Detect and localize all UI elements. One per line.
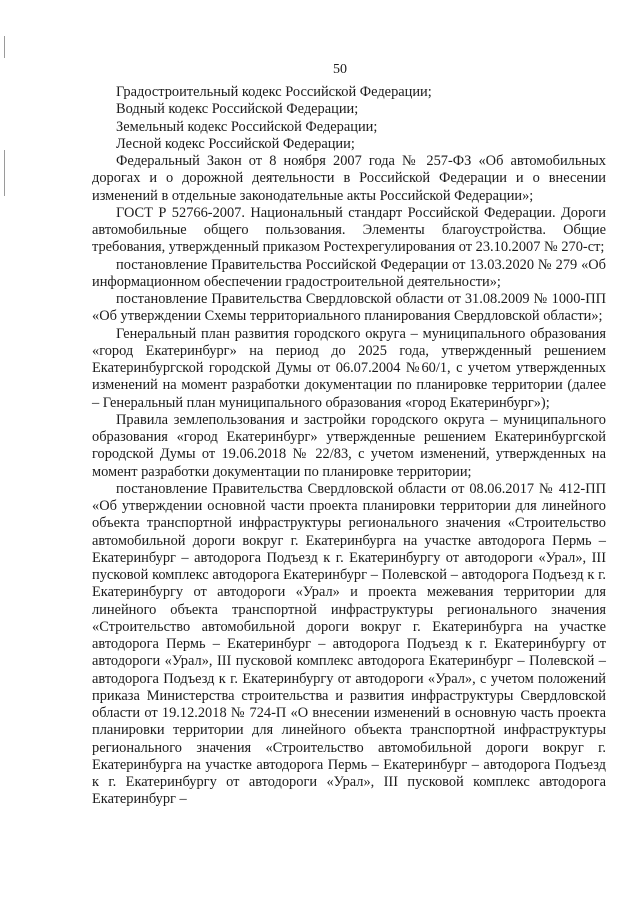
page-number: 50 (333, 62, 347, 77)
document-body (92, 84, 606, 809)
scan-margin-mark (4, 150, 5, 196)
paragraph: Федеральный Закон от 8 ноября 2007 года № 257-ФЗ «Об автомобильных дорогах и о дорожной деятельности в Российской Федерации и о внесении изменений в отдельные законодательные акты Российской Федерации»; (92, 153, 606, 204)
paragraph: Правила землепользования и застройки городского округа – муниципального образования «город Екатеринбург» утвержденные решением Екатеринбургской городской Думы от 19.06.2018 № 22/83, с учетом изменений, утвержденных на момент разработки документации по планировке территории; (92, 411, 606, 480)
paragraph: Градостроительный кодекс Российской Федерации; (116, 84, 432, 100)
paragraph: Земельный кодекс Российской Федерации; (116, 118, 378, 135)
paragraph: постановление Правительства Свердловской области от 31.08.2009 № 1000-ПП «Об утверждении Схемы территориального планирования Свердловской области»; (92, 291, 606, 325)
paragraph: постановление Правительства Свердловской области от 08.06.2017 № 412-ПП «Об утверждении основной части проекта планировки территории для линейного объекта транспортной инфраструктуры регионального значения «Строительство автомобильной дороги вокруг г. Екатеринбурга на участке автодорога Пермь – Екатеринбург – автодорога Подъезд к г. Екатеринбургу от автодороги «Урал», III пусковой комплекс автодорога Екатеринбург – Полевской – автодорога Подъезд к г. Екатеринбургу от автодороги «Урал» и проекта межевания территории для линейного объекта транспортной инфраструктуры регионального значения «Строительство автомобильной дороги вокруг г. Екатеринбурга на участке автодорога Пермь – Екатеринбург – автодорога Подъезд к г. Екатеринбургу от автодороги «Урал», III пусковой комплекс автодорога Екатеринбург – Полевской – автодорога Подъезд к г. Екатеринбургу от автодороги «Урал», с учетом положений приказа Министерства строительства и развития инфраструктуры Свердловской области от 19.12.2018 № 724-П «О внесении изменений в основную часть проекта планировки территории для линейного объекта транспортной инфраструктуры регионального значения «Строительство автомобильной дороги вокруг г. Екатеринбурга на участке автодорога Пермь – Екатеринбург – автодорога Подъезд к г. Екатеринбургу от автодороги «Урал», III пусковой комплекс автодорога Екатеринбург – (92, 480, 606, 808)
scan-margin-mark (4, 36, 5, 58)
paragraph: Лесной кодекс Российской Федерации; (116, 135, 355, 152)
paragraph: ГОСТ Р 52766-2007. Национальный стандарт Российской Федерации. Дороги автомобильные общего пользования. Элементы благоустройства. Общие требования, утвержденный приказом Ростехрегулирования от 23.10.2007 № 270-ст; (92, 204, 606, 256)
paragraph: постановление Правительства Российской Федерации от 13.03.2020 № 279 «Об информационном обеспечении градостроительной деятельности»; (92, 256, 606, 290)
paragraph: Генеральный план развития городского округа – муниципального образования «город Екатеринбург» на период до 2025 года, утвержденный решением Екатеринбургской городской Думы от 06.07.2004 №60/1, с учетом утвержденных изменений на момент разработки документации по планировке территории (далее – Генеральный план муниципального образования «город Екатеринбург»); (92, 325, 606, 411)
paragraph: Водный кодекс Российской Федерации; (116, 101, 359, 118)
